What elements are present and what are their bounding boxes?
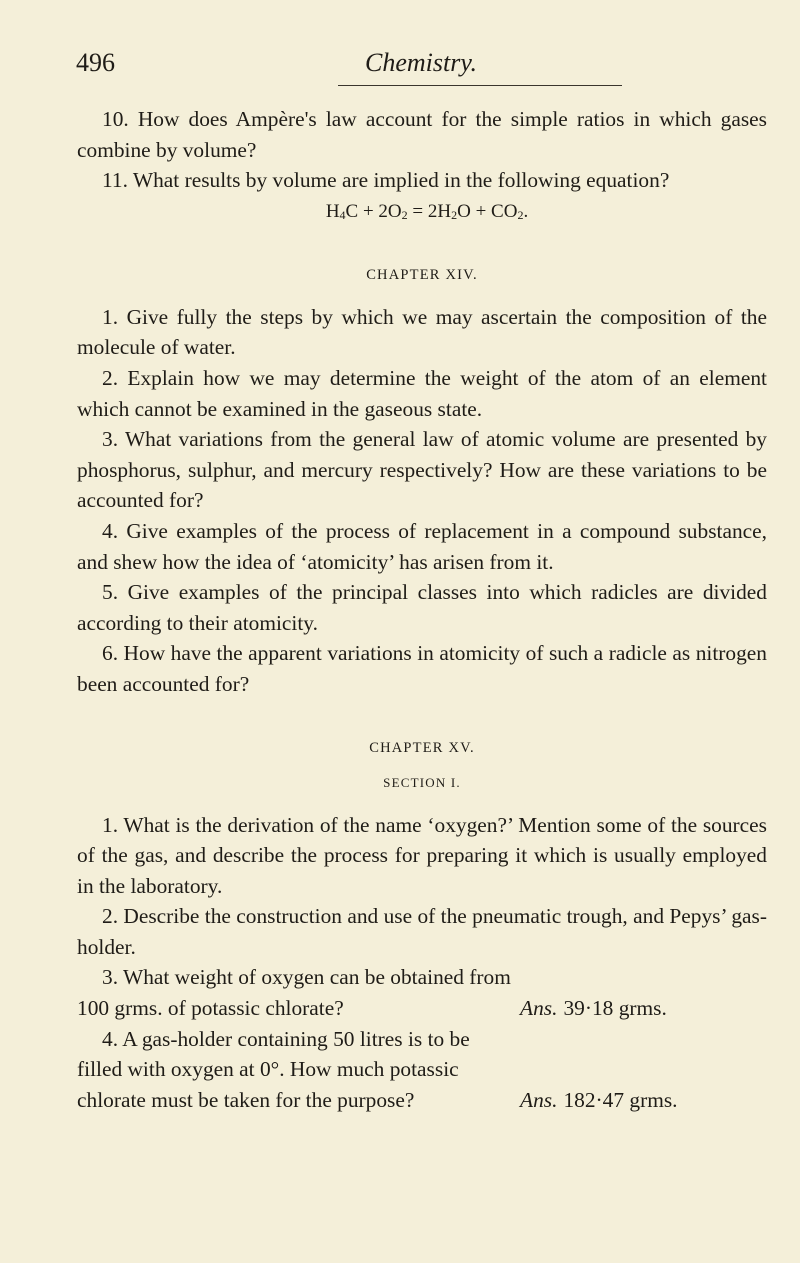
chapter-xv-question-4 [77, 1024, 767, 1116]
equation-part: O + CO [457, 200, 518, 222]
equation-subscript: 2 [517, 207, 524, 222]
question-4-answer [520, 1085, 767, 1116]
equation-part: C + 2O [345, 200, 402, 222]
equation-part: H [325, 200, 340, 222]
question-11: 11. What results by volume are implied in the following equation? [102, 168, 670, 193]
running-title: Chemistry. [365, 48, 477, 77]
answer-value: 39·18 grms. [563, 996, 667, 1021]
chapter-xv-question-2: 2. Describe the construction and use of the pneumatic trough, and Pepys’ gas-holder. [77, 904, 767, 959]
question-10: 10. How does Ampère's law account for the simple ratios in which gases combine by volume? [77, 107, 767, 162]
chapter-xv-question-1: 1. What is the derivation of the name ‘oxygen?’ Mention some of the sources of the gas, and describe the process for preparing it which is usually employed in the laboratory. [77, 812, 767, 898]
answer-label: Ans. [520, 1087, 558, 1112]
page-body [77, 104, 767, 1115]
question-3-text: 3. What weight of oxygen can be obtained from 100 grms. of potassic chlorate? [77, 965, 511, 1021]
answer-label: Ans. [520, 996, 558, 1021]
chapter-xiv-heading: CHAPTER XIV. [366, 266, 478, 283]
equation-subscript: 2 [401, 207, 408, 222]
page-number: 496 [76, 48, 115, 77]
equation-subscript: 2 [451, 207, 458, 222]
header-rule [338, 85, 622, 86]
question-3-answer [520, 993, 767, 1024]
page-header [76, 48, 766, 88]
chapter-xiv-question-5: 5. Give examples of the principal classes into which radicles are divided according to their atomicity. [77, 580, 767, 635]
answer-value: 182·47 grms. [563, 1087, 678, 1112]
chapter-xv-question-3 [77, 962, 767, 1023]
chapter-xiv-question-2: 2. Explain how we may determine the weight of the atom of an element which cannot be examined in the gaseous state. [77, 365, 767, 421]
chapter-xv-heading: CHAPTER XV. [369, 739, 475, 756]
equation-part: = 2H [407, 200, 452, 222]
chapter-xiv-question-4: 4. Give examples of the process of replacement in a compound substance, and shew how the idea of ‘atomicity’ has arisen from it. [77, 518, 767, 574]
question-4-text: 4. A gas-holder containing 50 litres is to be filled with oxygen at 0°. How much potassic chlorate must be taken for the purpose? [77, 1026, 470, 1112]
chapter-xiv-question-3: 3. What variations from the general law of atomic volume are presented by phosphorus, sulphur, and mercury respectively? How are these variations to be accounted for? [77, 427, 767, 513]
chemical-equation [77, 197, 767, 227]
section-i-heading: SECTION I. [383, 774, 461, 790]
equation-subscript: 4 [339, 207, 346, 222]
chapter-xiv-question-6: 6. How have the apparent variations in atomicity of such a radicle as nitrogen been accounted for? [77, 641, 767, 696]
equation-part: . [523, 200, 529, 222]
chapter-xiv-question-1: 1. Give fully the steps by which we may ascertain the composition of the molecule of water. [77, 304, 767, 360]
